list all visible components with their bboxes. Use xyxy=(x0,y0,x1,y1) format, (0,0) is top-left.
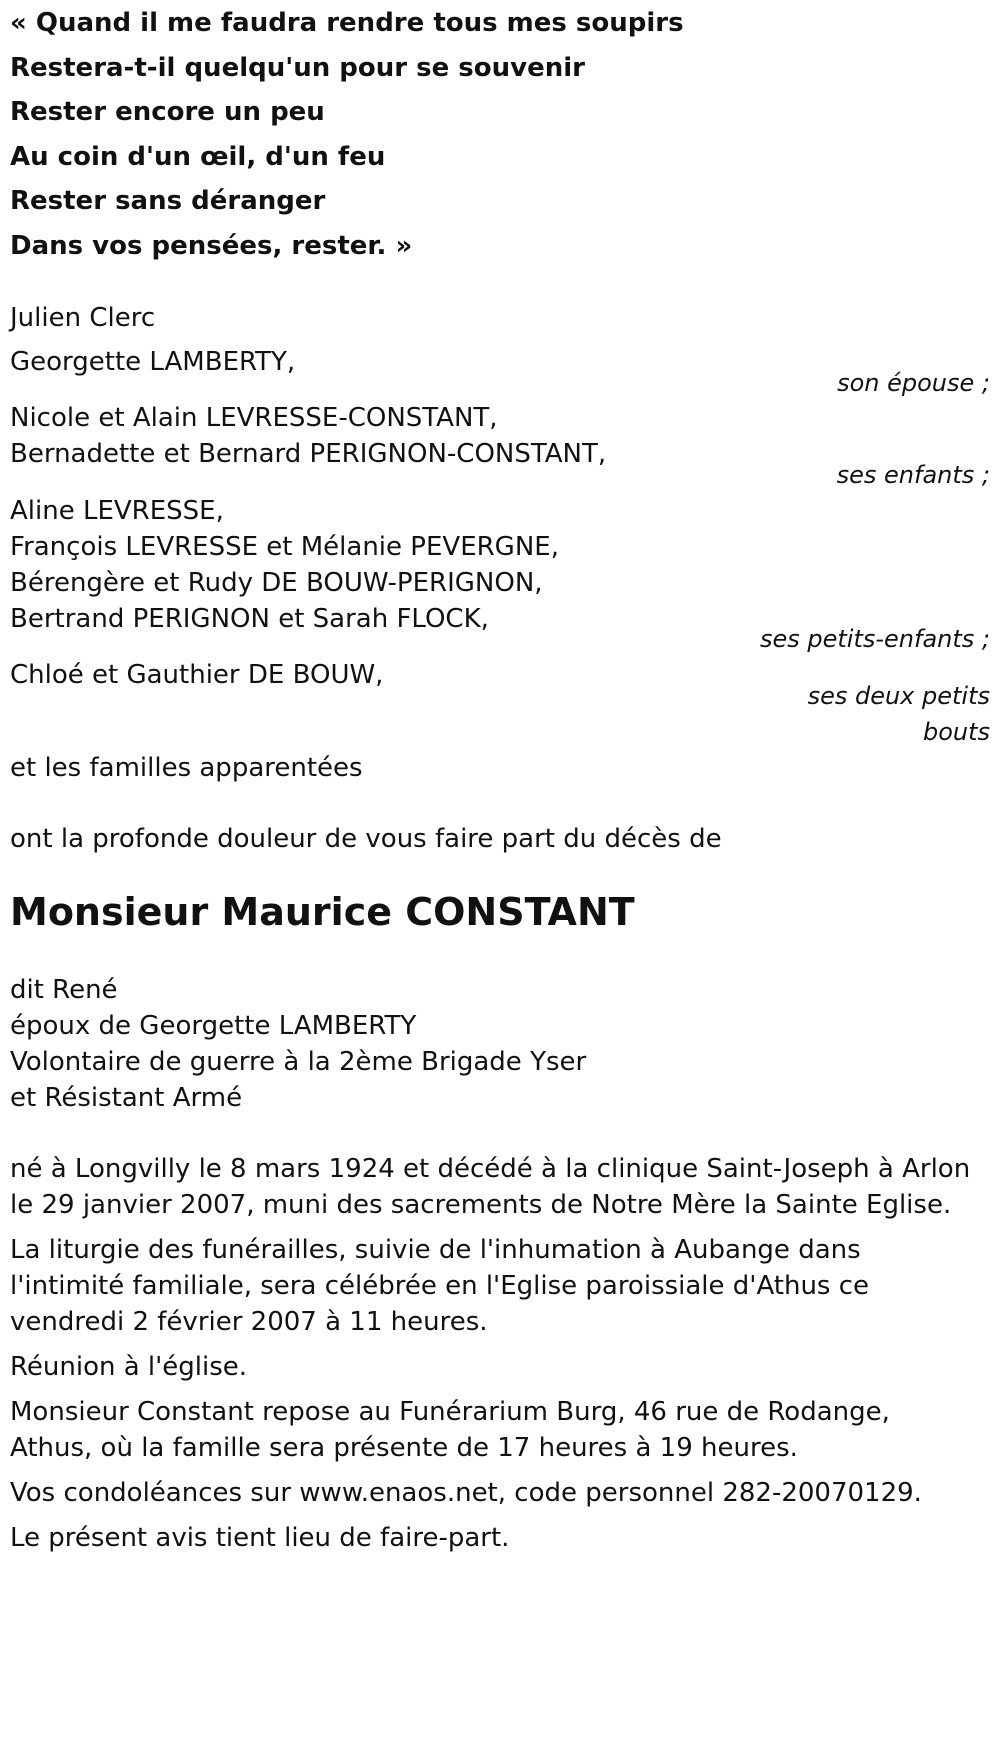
deceased-name: Monsieur Maurice CONSTANT xyxy=(10,890,635,934)
repose-line: Athus, où la famille sera présente de 17 heures à 19 heures. xyxy=(10,1433,798,1463)
great-grandchildren-role: bouts xyxy=(922,718,990,746)
reunion-note: Réunion à l'église. xyxy=(10,1352,248,1382)
poem-line: « Quand il me faudra rendre tous mes soupirs xyxy=(10,8,684,38)
birth-death-line: le 29 janvier 2007, muni des sacrements de Notre Mère la Sainte Eglise. xyxy=(10,1190,952,1220)
liturgy-line: La liturgie des funérailles, suivie de l'inhumation à Aubange dans xyxy=(10,1235,861,1265)
children-role: ses enfants ; xyxy=(836,461,990,489)
grandchild-name: Bérengère et Rudy DE BOUW-PERIGNON, xyxy=(10,568,543,598)
child-name: Nicole et Alain LEVRESSE-CONSTANT, xyxy=(10,403,498,433)
poem-line: Au coin d'un œil, d'un feu xyxy=(10,142,386,172)
condolences-note: Vos condoléances sur www.enaos.net, code personnel 282-20070129. xyxy=(10,1478,922,1508)
poem-line: Rester sans déranger xyxy=(10,186,326,216)
spouse-role: son épouse ; xyxy=(837,369,990,397)
great-grandchildren-role: ses deux petits xyxy=(807,682,990,710)
spouse-name: Georgette LAMBERTY, xyxy=(10,347,296,377)
poem-line: Restera-t-il quelqu'un pour se souvenir xyxy=(10,53,585,83)
poem-line: Dans vos pensées, rester. » xyxy=(10,231,413,261)
birth-death-line: né à Longvilly le 8 mars 1924 et décédé à la clinique Saint-Joseph à Arlon xyxy=(10,1154,971,1184)
closing-note: Le présent avis tient lieu de faire-part. xyxy=(10,1523,510,1553)
grandchild-name: Aline LEVRESSE, xyxy=(10,496,224,526)
grandchild-name: Bertrand PERIGNON et Sarah FLOCK, xyxy=(10,604,489,634)
repose-line: Monsieur Constant repose au Funérarium Burg, 46 rue de Rodange, xyxy=(10,1397,890,1427)
deceased-detail: et Résistant Armé xyxy=(10,1083,243,1113)
deceased-detail: Volontaire de guerre à la 2ème Brigade Yser xyxy=(10,1047,587,1077)
poem-author: Julien Clerc xyxy=(10,303,156,333)
deceased-detail: époux de Georgette LAMBERTY xyxy=(10,1011,417,1041)
great-grandchild-name: Chloé et Gauthier DE BOUW, xyxy=(10,660,384,690)
announcement: ont la profonde douleur de vous faire part du décès de xyxy=(10,824,722,854)
deceased-detail: dit René xyxy=(10,975,118,1005)
child-name: Bernadette et Bernard PERIGNON-CONSTANT, xyxy=(10,439,607,469)
liturgy-line: vendredi 2 février 2007 à 11 heures. xyxy=(10,1307,488,1337)
poem-line: Rester encore un peu xyxy=(10,97,325,127)
grandchild-name: François LEVRESSE et Mélanie PEVERGNE, xyxy=(10,532,559,562)
liturgy-line: l'intimité familiale, sera célébrée en l'Eglise paroissiale d'Athus ce xyxy=(10,1271,870,1301)
grandchildren-role: ses petits-enfants ; xyxy=(759,625,990,653)
related-families: et les familles apparentées xyxy=(10,753,363,783)
